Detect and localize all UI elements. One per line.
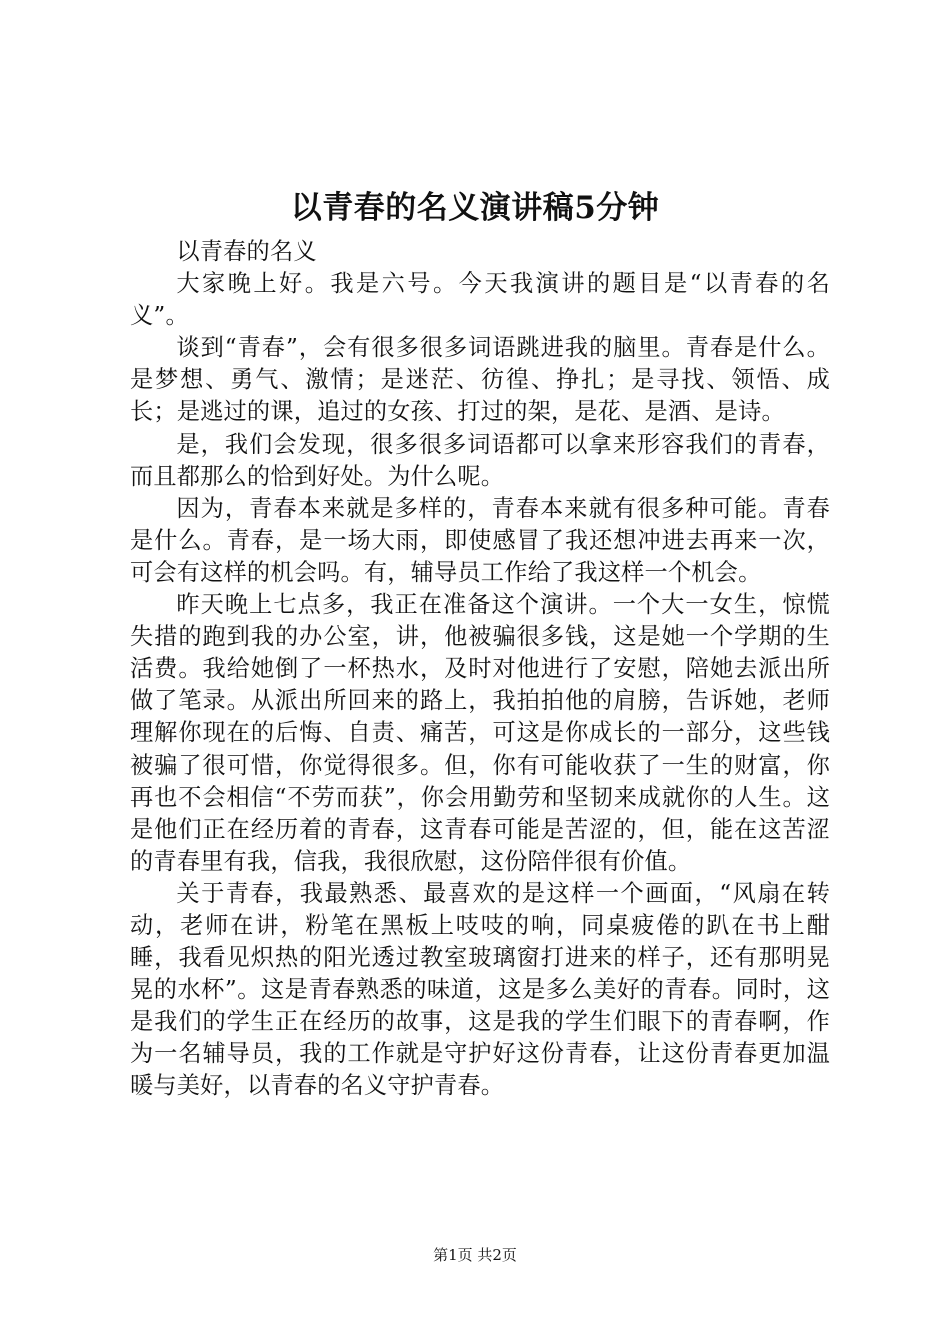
page-number-footer: 第1页 共2页 xyxy=(433,1246,517,1264)
paragraph: 因为，青春本来就是多样的，青春本来就有很多种可能。青春是什么。青春，是一场大雨，即使感冒了我还想冲进去再来一次，可会有这样的机会吗。有，辅导员工作给了我这样一个机会。 xyxy=(130,494,830,586)
document-body xyxy=(130,236,830,1103)
paragraph: 谈到“青春”，会有很多很多词语跳进我的脑里。青春是什么。是梦想、勇气、激情；是迷茫、彷徨、挣扎；是寻找、领悟、成长；是逃过的课，追过的女孩、打过的架，是花、是酒、是诗。 xyxy=(130,334,830,426)
paragraph: 关于青春，我最熟悉、最喜欢的是这样一个画面，“风扇在转动，老师在讲，粉笔在黑板上吱吱的响，同桌疲倦的趴在书上酣睡，我看见炽热的阳光透过教室玻璃窗打进来的样子，还有那明晃晃的水杯”。这是青春熟悉的味道，这是多么美好的青春。同时，这是我们的学生正在经历的故事，这是我的学生们眼下的青春啊，作为一名辅导员，我的工作就是守护好这份青春，让这份青春更加温暖与美好，以青春的名义守护青春。 xyxy=(130,879,830,1100)
paragraph-subtitle: 以青春的名义 xyxy=(176,238,317,265)
paragraph: 昨天晚上七点多，我正在准备这个演讲。一个大一女生，惊慌失措的跑到我的办公室，讲，他被骗很多钱，这是她一个学期的生活费。我给她倒了一杯热水，及时对他进行了安慰，陪她去派出所做了笔录。从派出所回来的路上，我拍拍他的肩膀，告诉她，老师理解你现在的后悔、自责、痛苦，可这是你成长的一部分，这些钱被骗了很可惜，你觉得很多。但，你有可能收获了一生的财富，你再也不会相信“不劳而获”，你会用勤劳和坚韧来成就你的人生。这是他们正在经历着的青春，这青春可能是苦涩的，但，能在这苦涩的青春里有我，信我，我很欣慰，这份陪伴很有价值。 xyxy=(130,591,830,875)
paragraph: 大家晚上好。我是六号。今天我演讲的题目是“以青春的名义”。 xyxy=(130,270,830,330)
document-title: 以青春的名义演讲稿5分钟 xyxy=(290,190,660,226)
paragraph: 是，我们会发现，很多很多词语都可以拿来形容我们的青春，而且都那么的恰到好处。为什么呢。 xyxy=(130,430,830,490)
